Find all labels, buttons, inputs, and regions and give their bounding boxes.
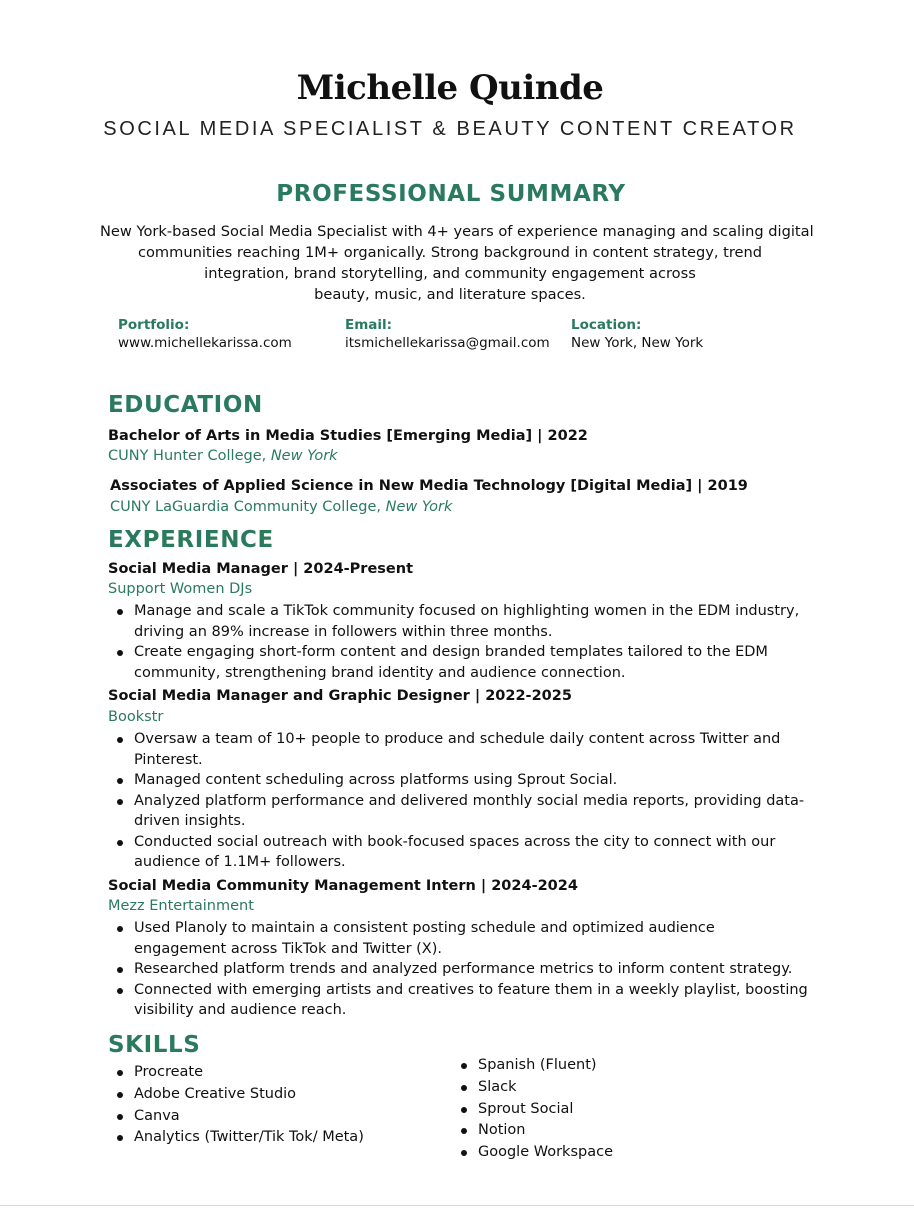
list-item: Used Planoly to maintain a consistent posting schedule and optimized audience engagement across TikTok and Twitter (X). <box>108 918 808 959</box>
skill-item: Procreate <box>108 1062 364 1084</box>
skill-item: Adobe Creative Studio <box>108 1084 364 1106</box>
skill-item: Analytics (Twitter/Tik Tok/ Meta) <box>108 1127 364 1149</box>
education-degree: Bachelor of Arts in Media Studies [Emerging Media] | 2022 <box>108 428 588 444</box>
skill-item: Canva <box>108 1106 364 1128</box>
skill-item: Notion <box>452 1120 613 1142</box>
page-bottom-divider <box>0 1205 914 1206</box>
skill-item: Google Workspace <box>452 1142 613 1164</box>
job-company: Bookstr <box>108 709 164 725</box>
list-item: Managed content scheduling across platforms using Sprout Social. <box>108 770 804 791</box>
candidate-name: Michelle Quinde <box>296 68 604 108</box>
location-value: New York, New York <box>571 335 704 351</box>
job-company: Support Women DJs <box>108 581 253 597</box>
education-heading: EDUCATION <box>108 392 263 418</box>
job-company: Mezz Entertainment <box>108 898 254 914</box>
job-title: Social Media Community Management Intern | 2024-2024 <box>108 878 578 894</box>
experience-heading: EXPERIENCE <box>108 527 274 553</box>
location-label: Location: <box>571 317 642 333</box>
skill-item: Spanish (Fluent) <box>452 1055 613 1077</box>
list-item: Oversaw a team of 10+ people to produce and schedule daily content across Twitter and Pinterest. <box>108 729 804 770</box>
job-bullets <box>108 729 804 873</box>
education-school: CUNY Hunter College, New York <box>108 448 338 464</box>
summary-heading: PROFESSIONAL SUMMARY <box>276 181 626 207</box>
portfolio-link[interactable]: www.michellekarissa.com <box>118 335 292 351</box>
summary-line: integration, brand storytelling, and community engagement across <box>204 265 696 282</box>
skills-heading: SKILLS <box>108 1032 201 1058</box>
list-item: Researched platform trends and analyzed performance metrics to inform content strategy. <box>108 959 808 980</box>
email-link[interactable]: itsmichellekarissa@gmail.com <box>345 335 550 351</box>
skills-list-left <box>108 1062 364 1149</box>
candidate-title: SOCIAL MEDIA SPECIALIST & BEAUTY CONTENT CREATOR <box>103 118 797 140</box>
education-school: CUNY LaGuardia Community College, New York <box>110 499 453 515</box>
skill-item: Slack <box>452 1077 613 1099</box>
list-item: Connected with emerging artists and creatives to feature them in a weekly playlist, boosting visibility and audience reach. <box>108 980 808 1021</box>
summary-line: communities reaching 1M+ organically. Strong background in content strategy, trend <box>137 244 763 261</box>
portfolio-label: Portfolio: <box>118 317 190 333</box>
list-item: Create engaging short-form content and design branded templates tailored to the EDM community, strengthening brand identity and audience connection. <box>108 642 799 683</box>
skills-list-right <box>452 1055 613 1164</box>
job-title: Social Media Manager | 2024-Present <box>108 561 414 577</box>
list-item: Manage and scale a TikTok community focused on highlighting women in the EDM industry, driving an 89% increase in followers within three months. <box>108 601 799 642</box>
skill-item: Sprout Social <box>452 1099 613 1121</box>
summary-line: New York-based Social Media Specialist with 4+ years of experience managing and scaling digital <box>100 223 814 240</box>
job-title: Social Media Manager and Graphic Designer | 2022-2025 <box>108 688 572 704</box>
list-item: Conducted social outreach with book-focused spaces across the city to connect with our audience of 1.1M+ followers. <box>108 832 804 873</box>
summary-text <box>100 221 814 305</box>
job-bullets <box>108 918 808 1021</box>
job-bullets <box>108 601 799 683</box>
summary-line: beauty, music, and literature spaces. <box>314 286 586 303</box>
education-degree: Associates of Applied Science in New Media Technology [Digital Media] | 2019 <box>110 478 748 494</box>
email-label: Email: <box>345 317 393 333</box>
list-item: Analyzed platform performance and delivered monthly social media reports, providing data- driven insights. <box>108 791 804 832</box>
